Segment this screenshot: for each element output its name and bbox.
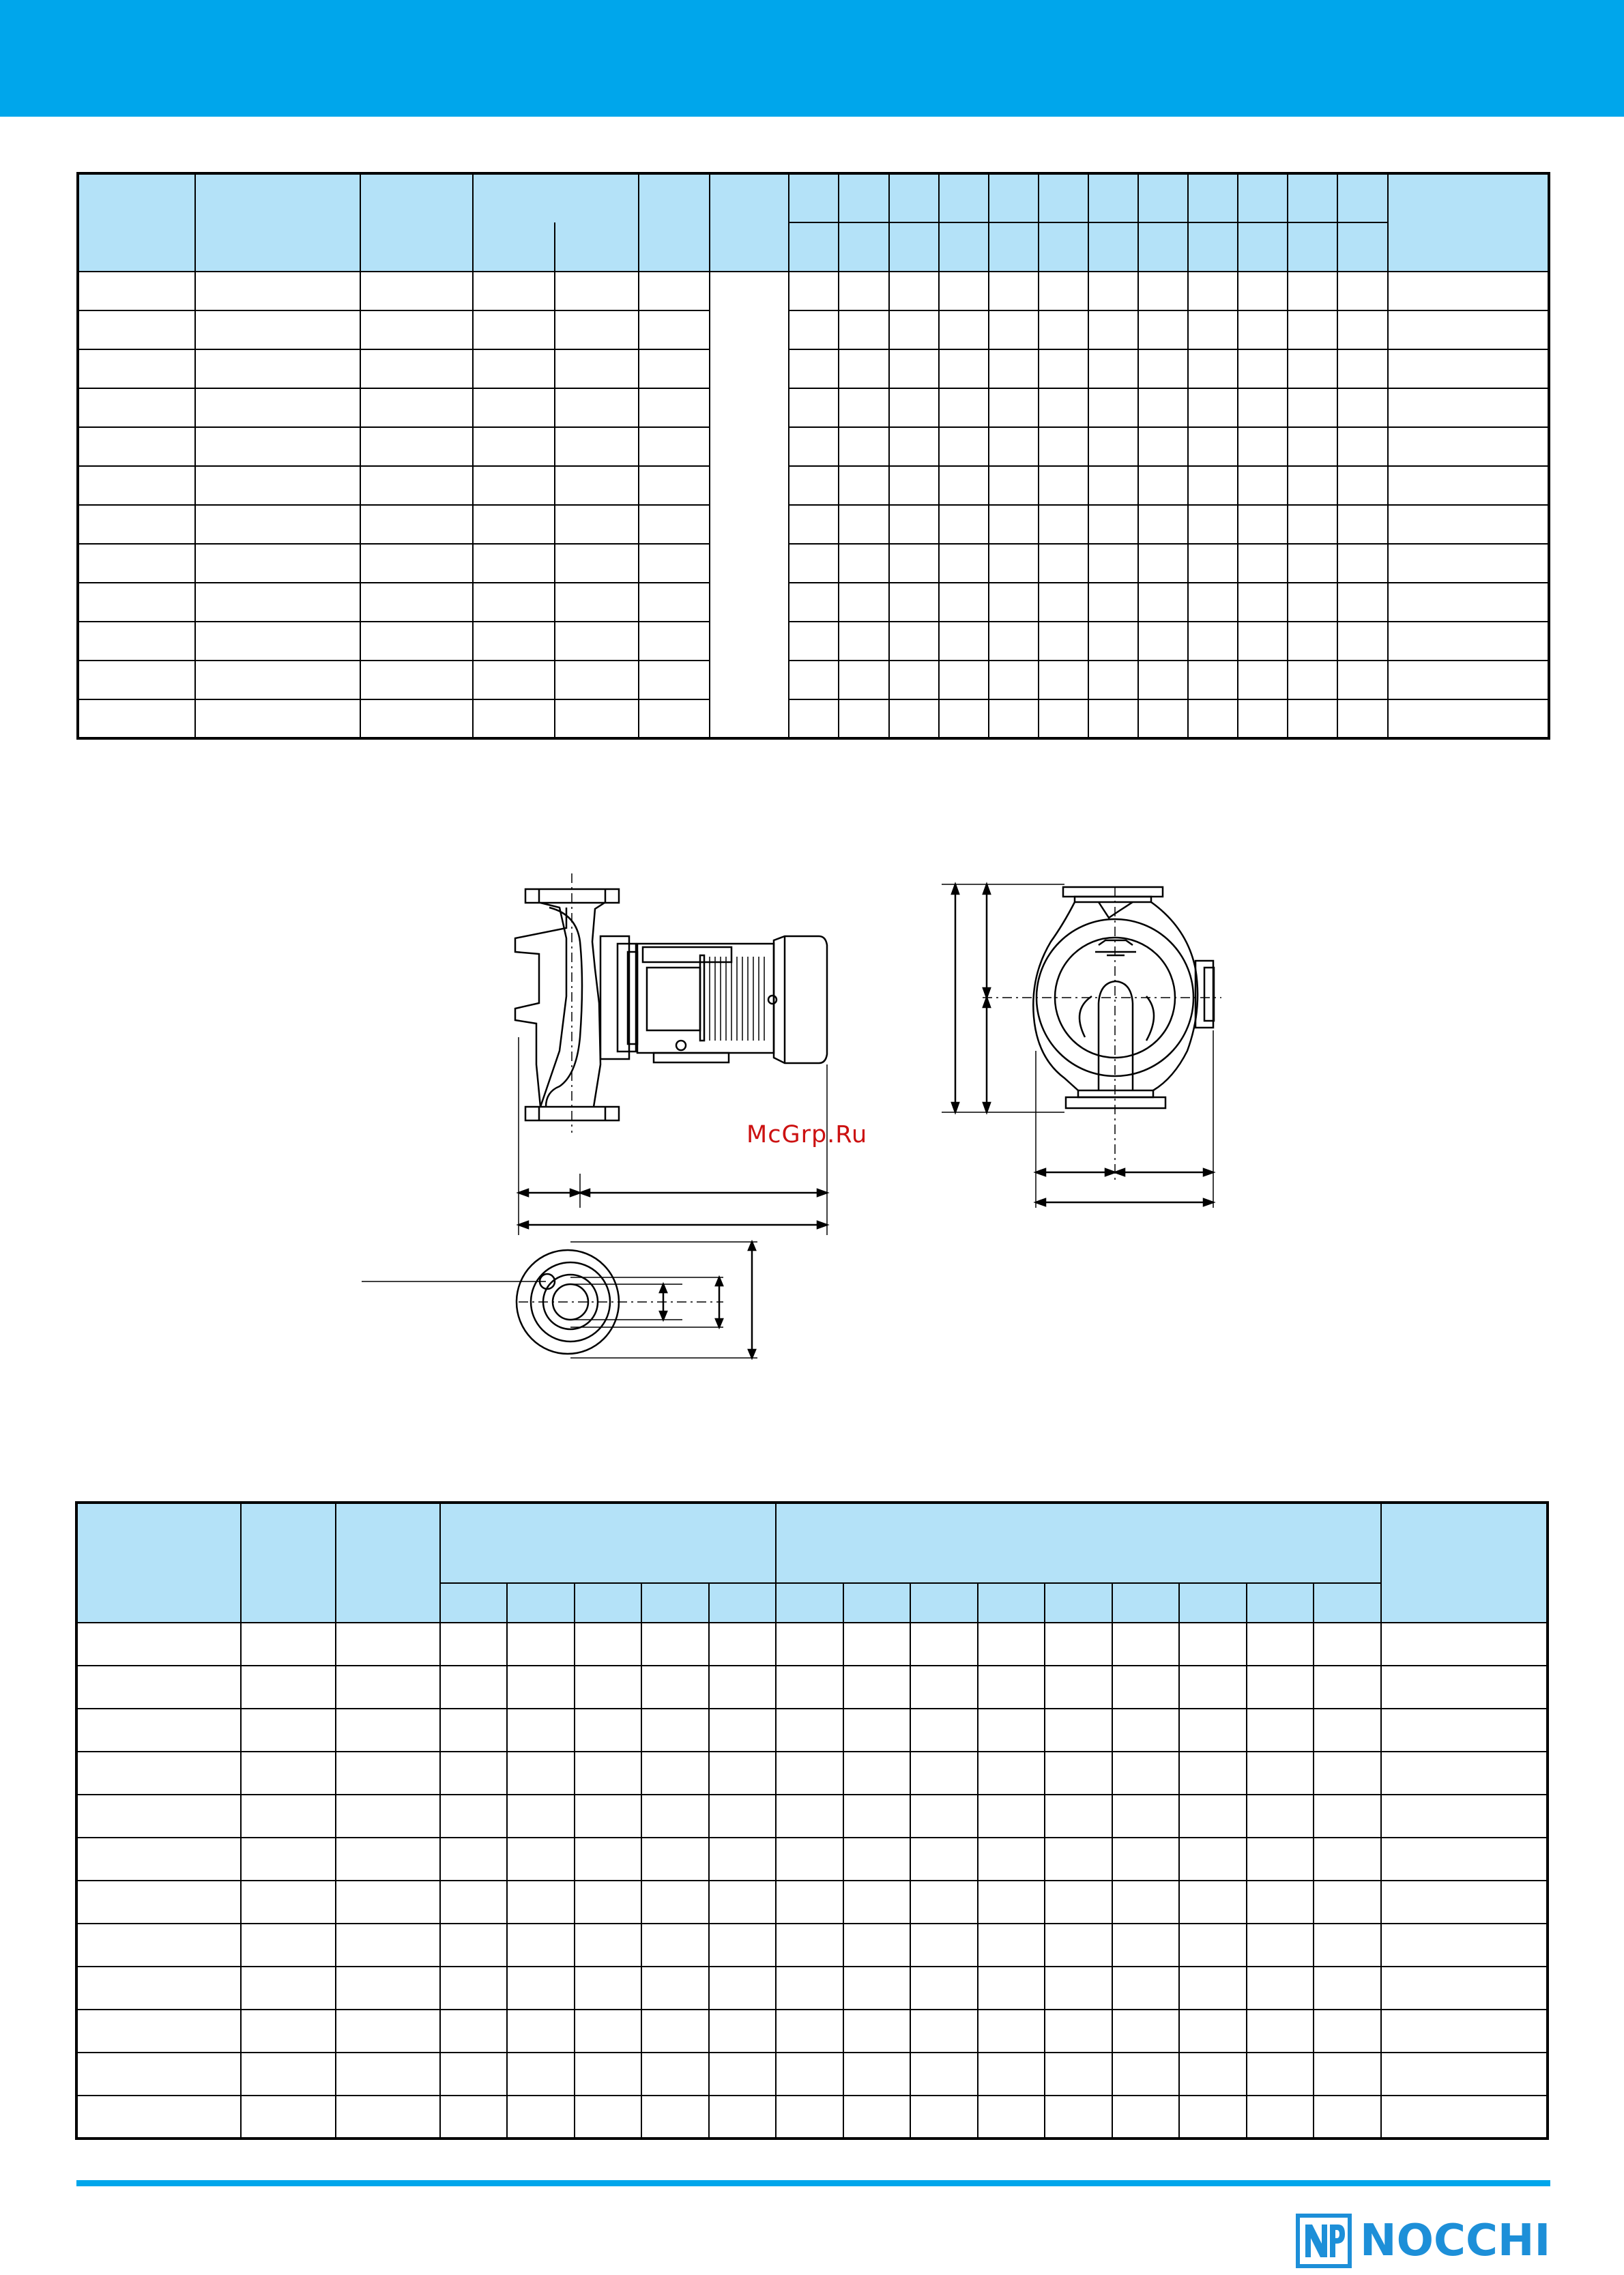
dimensions-table bbox=[76, 172, 1550, 740]
header-band bbox=[0, 0, 1624, 117]
table-row bbox=[78, 466, 1549, 505]
table-header-row-1 bbox=[78, 173, 1549, 222]
brand-name: NOCCHI bbox=[1360, 2216, 1551, 2266]
table-row bbox=[78, 661, 1549, 699]
table-row bbox=[78, 427, 1549, 466]
table-row bbox=[76, 1666, 1548, 1709]
np-logo-mark bbox=[1296, 2214, 1352, 2268]
specs-table bbox=[75, 1501, 1549, 2140]
brand-logo bbox=[1296, 2214, 1555, 2268]
pump-front-view bbox=[942, 884, 1221, 1208]
table-row bbox=[76, 2096, 1548, 2139]
table-row bbox=[76, 1709, 1548, 1752]
table-row bbox=[78, 388, 1549, 427]
table-row bbox=[76, 1752, 1548, 1795]
table-row bbox=[78, 583, 1549, 622]
table-row bbox=[76, 1881, 1548, 1924]
table-row bbox=[76, 1967, 1548, 2010]
footer-rule bbox=[76, 2180, 1550, 2186]
watermark-text: McGrp.Ru bbox=[746, 1121, 868, 1148]
table-row bbox=[78, 349, 1549, 388]
table-row bbox=[76, 1838, 1548, 1881]
table-row bbox=[78, 699, 1549, 738]
table-row bbox=[76, 1795, 1548, 1838]
table-row bbox=[76, 2010, 1548, 2053]
table-row bbox=[76, 2053, 1548, 2096]
table-row bbox=[78, 622, 1549, 661]
table-row bbox=[76, 1623, 1548, 1666]
table-row bbox=[78, 272, 1549, 310]
table-row bbox=[78, 505, 1549, 544]
table-row bbox=[78, 544, 1549, 583]
table-header-row-1 bbox=[76, 1503, 1548, 1583]
pump-side-view bbox=[515, 873, 827, 1235]
table-row bbox=[76, 1924, 1548, 1967]
table-row bbox=[78, 310, 1549, 349]
flange-detail-view bbox=[362, 1242, 757, 1358]
